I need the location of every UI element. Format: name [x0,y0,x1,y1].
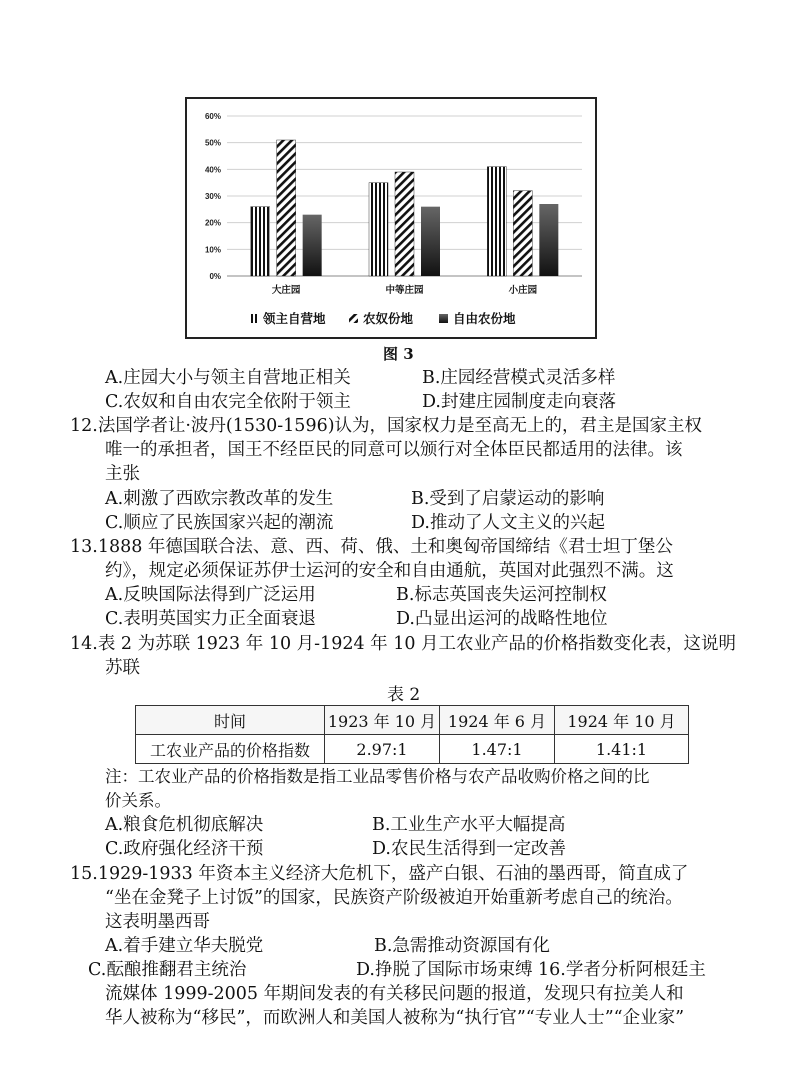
q15-option-d: D.挣脱了国际市场束缚 16.学者分析阿根廷主 [356,960,706,980]
bar-serf-land [277,140,296,276]
table-note-line2: 价关系。 [105,791,171,810]
bar-lord-demesne [487,167,506,276]
bar-serf-land [513,191,532,276]
q11-option-b: B.庄园经营模式灵活多样 [422,368,616,388]
table-cell: 1.41:1 [555,735,689,764]
q15-option-c: C.酝酿推翻君主统治 [88,960,247,980]
y-tick-label: 20% [204,218,221,228]
q11-option-a: A.庄园大小与领主自营地正相关 [105,368,351,388]
table-header-cell: 1924 年 6 月 [440,706,555,735]
table-title: 表 2 [387,685,421,705]
table-cell: 2.97:1 [325,735,440,764]
q13-option-b: B.标志英国丧失运河控制权 [396,585,607,605]
y-tick-label: 50% [204,138,221,148]
q13-stem-line2: 约》，规定必须保证苏伊士运河的安全和自由通航，英国对此强烈不满。这 [105,561,674,581]
q15-stem-line2: “坐在金凳子上讨饭”的国家，民族资产阶级被迫开始重新考虑自己的统治。 [105,888,683,908]
y-tick-label: 60% [204,112,221,121]
legend-swatch [439,314,448,323]
table-header-cell: 时间 [136,706,325,735]
price-index-table [135,705,689,764]
x-tick-label: 大庄园 [271,285,301,296]
bar-lord-demesne [251,207,270,276]
q15-stem-line3: 这表明墨西哥 [105,912,210,932]
legend-label: 领主自营地 [263,311,326,326]
table-header-row [136,706,689,735]
q14-option-d: D.农民生活得到一定改善 [372,839,566,859]
q13-stem-line1: 13.1888 年德国联合法、意、西、荷、俄、土和奥匈帝国缔结《君士坦丁堡公 [70,537,673,557]
q15-option-b: B.急需推动资源国有化 [374,936,550,956]
q11-option-d: D.封建庄园制度走向衰落 [422,392,616,412]
bar-lord-demesne [369,183,388,276]
x-tick-label: 小庄园 [508,285,538,296]
figure-caption: 图 3 [383,345,414,363]
table-note-line1: 注：工农业产品的价格指数是指工业品零售价格与农产品收购价格之间的比 [105,767,650,786]
q13-option-d: D.凸显出运河的战略性地位 [396,609,608,629]
bar-serf-land [395,172,414,276]
bar-free-peasant-land [303,215,322,276]
q11-option-c: C.农奴和自由农完全依附于领主 [105,392,351,412]
table-cell: 1.47:1 [440,735,555,764]
legend-label: 农奴份地 [363,311,414,326]
q14-option-b: B.工业生产水平大幅提高 [372,815,566,835]
table-header-cell: 1923 年 10 月 [325,706,440,735]
y-tick-label: 30% [204,192,221,201]
q16-stem-line3: 华人被称为“移民”，而欧洲人和美国人被称为“执行官”“专业人士”“企业家” [105,1008,685,1028]
q12-stem-line1: 12.法国学者让·波丹(1530-1596)认为，国家权力是至高无上的，君主是国家主权 [70,416,703,436]
bar-free-peasant-land [421,207,440,276]
q14-option-a: A.粮食危机彻底解决 [105,815,264,835]
q12-option-b: B.受到了启蒙运动的影响 [411,489,605,509]
q12-option-d: D.推动了人文主义的兴起 [411,513,605,533]
q12-option-c: C.顺应了民族国家兴起的潮流 [105,513,334,533]
legend-swatch [249,314,258,323]
q12-option-a: A.刺激了西欧宗教改革的发生 [105,489,334,509]
q14-stem-line1: 14.表 2 为苏联 1923 年 10 月-1924 年 10 月工农业产品的价格指数变化表，这说明 [70,634,737,654]
q15-option-a: A.着手建立华夫脱党 [105,936,264,956]
q12-stem-line2: 唯一的承担者，国王不经臣民的同意可以颁行对全体臣民都适用的法律。该 [105,440,683,460]
table-cell: 工农业产品的价格指数 [136,735,325,764]
y-tick-label: 10% [204,245,221,255]
q14-option-c: C.政府强化经济干预 [105,839,264,859]
bar-free-peasant-land [539,204,558,276]
figure-3-chart [185,97,597,339]
q12-stem-line3: 主张 [105,464,140,484]
q13-option-c: C.表明英国实力正全面衰退 [105,609,316,629]
q15-stem-line1: 15.1929-1933 年资本主义经济大危机下，盛产白银、石油的墨西哥，简直成了 [70,864,689,884]
q13-option-a: A.反映国际法得到广泛运用 [105,585,316,605]
bar-chart [187,99,595,337]
legend-label: 自由农份地 [453,311,516,326]
table-row [136,735,689,764]
q16-stem-line2: 流媒体 1999-2005 年期间发表的有关移民问题的报道，发现只有拉美人和 [105,984,684,1004]
legend-swatch [349,314,358,323]
table-header-cell: 1924 年 10 月 [555,706,689,735]
y-tick-label: 40% [204,165,221,175]
q14-stem-line2: 苏联 [105,658,140,678]
y-tick-label: 0% [209,272,221,281]
x-tick-label: 中等庄园 [385,285,424,296]
